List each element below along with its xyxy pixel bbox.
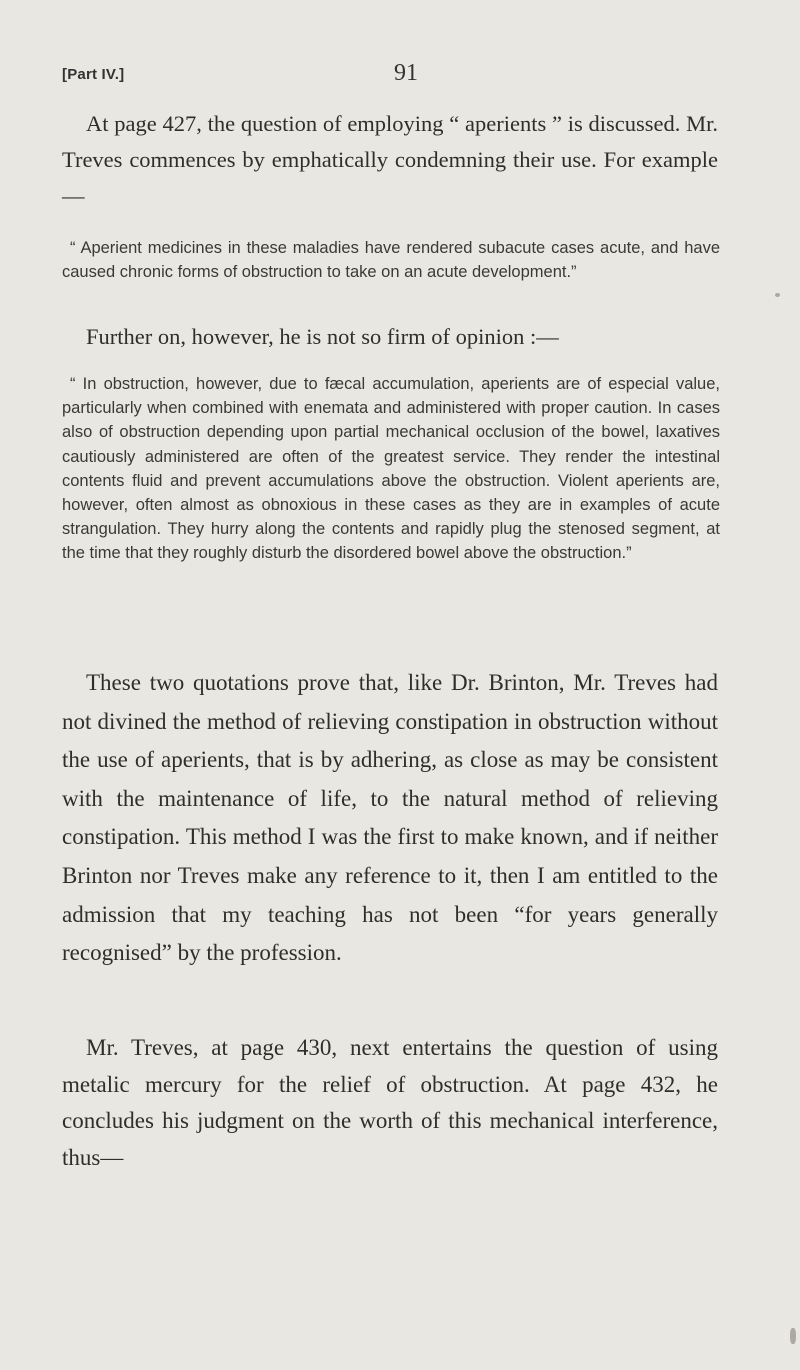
- paragraph-metalic-mercury: Mr. Treves, at page 430, next entertains the question of using metalic mercury for the relief of obstruction. At page 432, he concludes his judgment on the worth of this mechanical interference, thus—: [62, 1035, 718, 1170]
- page-number: 91: [394, 60, 418, 86]
- paragraph-aperients-intro: At page 427, the question of employing “ aperients ” is discussed. Mr. Treves commences by emphatically condemning their use. For example—: [62, 111, 718, 208]
- paragraph-further-on: Further on, however, he is not so firm of opinion :—: [86, 324, 559, 349]
- paragraph-two-quotations: These two quotations prove that, like Dr. Brinton, Mr. Treves had not divined the method of relieving constipation in obstruction without the use of aperients, that is by adhering, as close as may be consistent with the maintenance of life, to the natural method of relieving constipation. This method I was the first to make known, and if neither Brinton nor Treves make any reference to it, then I am entitled to the admission that my teaching has not been “for years generally recognised” by the profession.: [62, 670, 718, 966]
- ink-speck: [790, 1328, 796, 1344]
- ink-speck: [775, 293, 780, 297]
- quote-in-obstruction: “ In obstruction, however, due to fæcal accumulation, aperients are of especial value, particularly when combined with enemata and administered with proper caution. In cases also of obstruction depending upon partial mechanical occlusion of the bowel, laxatives cautiously administered are often of the greatest service. They render the intestinal contents fluid and prevent accumulations above the obstruction. Violent aperients are, however, often almost as obnoxious in these cases as they are in examples of acute strangulation. They hurry along the contents and rapidly plug the stenosed segment, at the time that they roughly disturb the disordered bowel above the obstruction.”: [62, 375, 720, 563]
- running-head: [62, 62, 738, 92]
- part-label: [Part IV.]: [62, 66, 125, 83]
- quote-aperient-medicines: “ Aperient medicines in these maladies have rendered subacute cases acute, and have caused chronic forms of obstruction to take on an acute development.”: [62, 239, 720, 282]
